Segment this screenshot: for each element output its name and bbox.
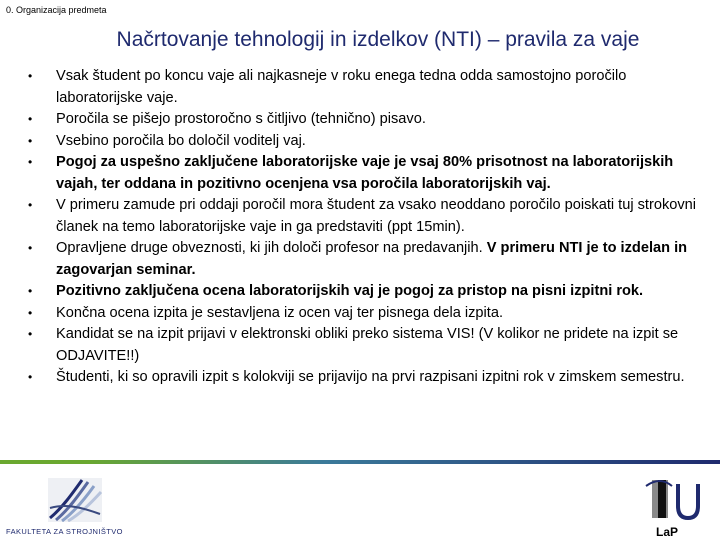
slide-title	[0, 28, 720, 52]
rule-text: Kandidat se na izpit prijavi v elektronski obliki preko sistema VIS! (V kolikor ne pridete na izpit se ODJAVITE!!)	[56, 326, 679, 364]
rule-item	[28, 66, 698, 109]
rule-text: Opravljene druge obveznosti, ki jih določi profesor na predavanjih.	[56, 240, 487, 256]
faculty-caption: FAKULTETA ZA STROJNIŠTVO	[6, 527, 123, 536]
rule-text: Končna ocena izpita je sestavljena iz ocen vaj ter pisnega dela izpita.	[56, 304, 504, 321]
rule-item	[28, 195, 698, 238]
rule-item	[28, 324, 698, 367]
rules-list	[28, 66, 698, 389]
rule-item	[28, 131, 698, 153]
section-label: 0. Organizacija predmeta	[6, 5, 107, 15]
lap-caption: LaP	[656, 525, 679, 539]
rule-text: Poročila se pišejo prostoročno s čitljivo (tehnično) pisavo.	[56, 111, 426, 127]
rule-item	[28, 152, 698, 195]
rule-text: Pozitivno zaključena ocena laboratorijskih vaj je pogoj za pristop na pisni izpitni rok.	[56, 283, 644, 299]
fs-logo-icon	[48, 478, 102, 522]
footer-divider	[0, 460, 720, 464]
rule-text: V primeru zamude pri oddaji poročil mora študent za vsako neoddano poročilo poiskati tuj strokovni članek na temo laboratorijske vaje in ga predstaviti (ppt 15min).	[56, 197, 697, 235]
rule-text: Študenti, ki so opravili izpit s kolokviji se prijavijo na prvi razpisani izpitni rok v zimskem semestru.	[56, 369, 685, 385]
lap-logo-icon	[642, 476, 704, 524]
rule-item	[28, 281, 698, 303]
rule-item	[28, 109, 698, 131]
rule-item	[28, 238, 698, 281]
rule-text: Pogoj za uspešno zaključene laboratorijske vaje je vsaj 80% prisotnost na laboratorijskih vajah, ter oddana in pozitivno ocenjena vsa poročila laboratorijskih vaj.	[56, 154, 674, 192]
rule-text: Vsebino poročila bo določil voditelj vaj.	[56, 132, 306, 149]
slide-title-text: Načrtovanje tehnologij in izdelkov (NTI) – pravila za vaje	[116, 28, 640, 51]
rule-text: Vsak študent po koncu vaje ali najkasneje v roku enega tedna odda samostojno poročilo laboratorijske vaje.	[56, 68, 627, 106]
rule-item	[28, 303, 698, 325]
rule-text: V primeru NTI je to izdelan in zagovarjan seminar.	[56, 240, 688, 278]
rule-item	[28, 367, 698, 389]
